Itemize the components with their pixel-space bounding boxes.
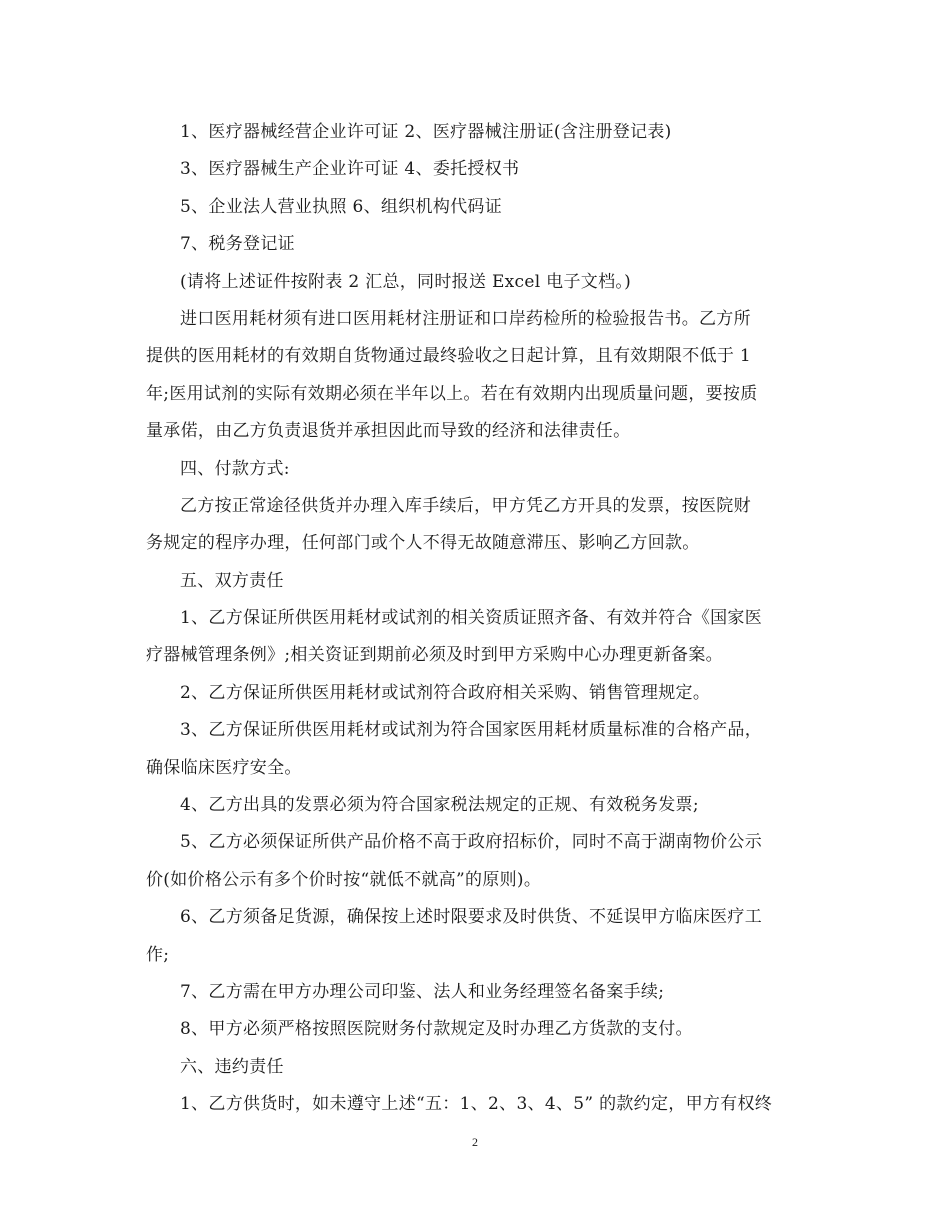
text-line: 1、乙方供货时，如未遵守上述“五：1、2、3、4、5” 的款约定，甲方有权终 — [180, 1094, 773, 1115]
text-line: 3、乙方保证所供医用耗材或试剂为符合国家医用耗材质量标准的合格产品， — [180, 720, 763, 741]
text-line: 务规定的程序办理，任何部门或个人不得无故随意滞压、影响乙方回款。 — [146, 533, 700, 554]
section-heading-responsibilities: 五、双方责任 — [180, 570, 284, 591]
section-heading-breach: 六、违约责任 — [180, 1056, 284, 1077]
page-number: 2 — [472, 1135, 478, 1149]
text-line: 4、乙方出具的发票必须为符合国家税法规定的正规、有效税务发票; — [180, 795, 699, 816]
text-line: 5、企业法人营业执照 6、组织机构代码证 — [180, 196, 503, 217]
text-line: 乙方按正常途径供货并办理入库手续后，甲方凭乙方开具的发票，按医院财 — [180, 495, 751, 516]
text-line: 提供的医用耗材的有效期自货物通过最终验收之日起计算，且有效期限不低于 1 — [146, 346, 752, 367]
document-body — [146, 114, 806, 1124]
text-line: 6、乙方须备足货源，确保按上述时限要求及时供货、不延误甲方临床医疗工 — [180, 907, 763, 928]
text-line: 3、医疗器械生产企业许可证 4、委托授权书 — [180, 159, 520, 180]
text-line: 年;医用试剂的实际有效期必须在半年以上。若在有效期内出现质量问题，要按质 — [146, 383, 758, 404]
text-line: 疗器械管理条例》;相关资证到期前必须及时到甲方采购中心办理更新备案。 — [146, 645, 723, 666]
text-line: 1、医疗器械经营企业许可证 2、医疗器械注册证(含注册登记表) — [180, 122, 672, 142]
text-line: 确保临床医疗安全。 — [146, 757, 302, 778]
text-line: 8、甲方必须严格按照医院财务付款规定及时办理乙方货款的支付。 — [180, 1019, 693, 1040]
section-heading-payment: 四、付款方式: — [180, 458, 290, 479]
text-line: 7、税务登记证 — [180, 234, 295, 255]
text-line: 2、乙方保证所供医用耗材或试剂符合政府相关采购、销售管理规定。 — [180, 682, 711, 703]
text-line: 5、乙方必须保证所供产品价格不高于政府招标价，同时不高于湖南物价公示 — [180, 832, 763, 853]
text-line: 价(如价格公示有多个价时按“就低不就高”的原则)。 — [146, 869, 542, 890]
text-line: 进口医用耗材须有进口医用耗材注册证和口岸药检所的检验报告书。乙方所 — [180, 308, 751, 329]
text-line: 7、乙方需在甲方办理公司印鉴、法人和业务经理签名备案手续; — [180, 981, 665, 1002]
text-line: 1、乙方保证所供医用耗材或试剂的相关资质证照齐备、有效并符合《国家医 — [180, 608, 763, 629]
text-line: 量承偌，由乙方负责退货并承担因此而导致的经济和法律责任。 — [146, 421, 631, 442]
text-line: 作; — [146, 944, 170, 965]
text-line: (请将上述证件按附表 2 汇总，同时报送 Excel 电子文档。) — [180, 271, 632, 292]
